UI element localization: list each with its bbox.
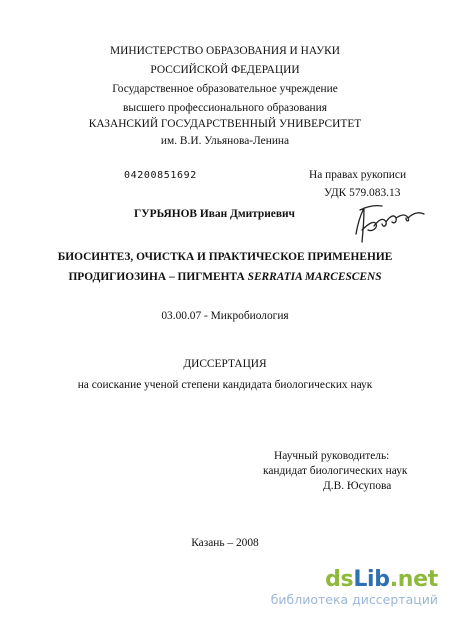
city-year: Казань – 2008 (191, 537, 259, 549)
thesis-title-species: SERRATIA MARCESCENS (247, 271, 382, 283)
author-name: ГУРЬЯНОВ Иван Дмитриевич (134, 208, 295, 220)
watermark-ds: ds (325, 567, 354, 592)
watermark-lib: Lib (353, 567, 390, 592)
manuscript-rights: На правах рукописи (309, 169, 407, 181)
document-type: ДИССЕРТАЦИЯ (183, 358, 267, 370)
thesis-title-line-1: БИОСИНТЕЗ, ОЧИСТКА И ПРАКТИЧЕСКОЕ ПРИМЕНЕНИЕ (57, 251, 393, 263)
signature-icon (350, 200, 432, 246)
degree-description: на соискание ученой степени кандидата биологических наук (77, 379, 373, 391)
watermark-subtitle: библиотека диссертаций (270, 592, 438, 607)
supervisor-name: Д.В. Юсупова (323, 480, 392, 492)
ministry-line-1: МИНИСТЕРСТВО ОБРАЗОВАНИЯ И НАУКИ (110, 45, 340, 57)
ministry-line-2: РОССИЙСКОЙ ФЕДЕРАЦИИ (150, 64, 300, 76)
institution-line-2: высшего профессионального образования (123, 102, 327, 114)
watermark-net: .net (389, 567, 438, 592)
institution-line-1: Государственное образовательное учреждение (112, 83, 338, 95)
university-name: КАЗАНСКИЙ ГОСУДАРСТВЕННЫЙ УНИВЕРСИТЕТ (88, 118, 362, 130)
udk-code: УДК 579.083.13 (324, 187, 401, 199)
catalog-number: 04200851692 (124, 170, 197, 181)
supervisor-degree: кандидат биологических наук (263, 465, 408, 477)
supervisor-label: Научный руководитель: (274, 450, 390, 462)
thesis-title-prefix: ПРОДИГИОЗИНА – ПИГМЕНТА (68, 271, 248, 283)
specialty-code: 03.00.07 - Микробиология (161, 310, 289, 322)
watermark-brand (271, 568, 438, 592)
watermark-logo (271, 568, 438, 607)
university-named-after: им. В.И. Ульянова-Ленина (160, 135, 290, 147)
thesis-title-line-2 (0, 270, 450, 284)
